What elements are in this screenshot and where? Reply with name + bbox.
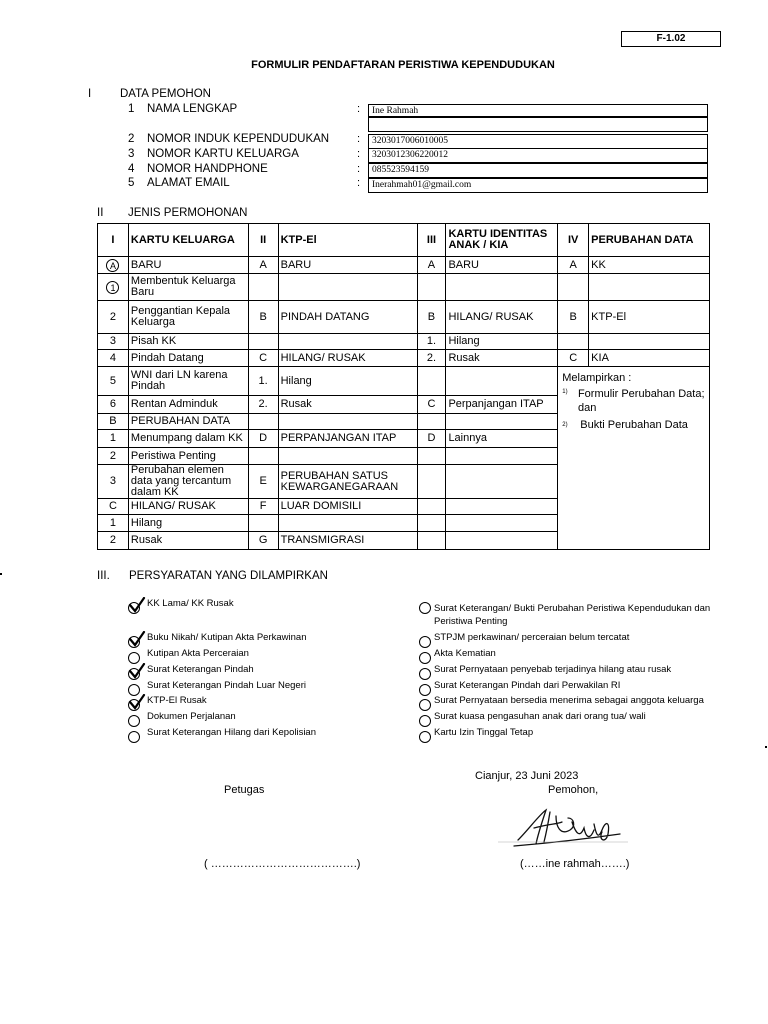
requirement-label: Surat Keterangan Hilang dari Kepolisian	[147, 727, 316, 738]
page-mark	[0, 573, 2, 575]
section3-number: III.	[97, 570, 110, 582]
table-row	[98, 367, 710, 396]
field1-colon: :	[357, 103, 361, 115]
field3-no: 3	[128, 148, 135, 160]
perubahan-option-no[interactable]: B	[558, 301, 589, 334]
kk-option-no[interactable]: 1	[98, 515, 129, 532]
kia-option-label: Rusak	[446, 350, 558, 367]
field4-colon: :	[357, 163, 361, 175]
phone-field[interactable]: 085523594159	[368, 163, 708, 178]
section3-heading: PERSYARATAN YANG DILAMPIRKAN	[129, 570, 328, 582]
kk-option-no[interactable]: 6	[98, 396, 129, 414]
section2-heading: JENIS PERMOHONAN	[128, 207, 248, 219]
kk-option-label: Penggantian Kepala Keluarga	[128, 301, 248, 334]
perubahan-option-no[interactable]: C	[558, 350, 589, 367]
checkmark-icon	[128, 694, 146, 710]
ktp-option-no[interactable]: G	[248, 532, 278, 550]
kk-option-label: Pindah Datang	[128, 350, 248, 367]
requirement-checkbox[interactable]	[419, 731, 431, 743]
checkmark-icon	[128, 597, 146, 613]
header-ktp: KTP-El	[278, 224, 417, 257]
kia-option-label: BARU	[446, 257, 558, 274]
field2-no: 2	[128, 133, 135, 145]
ktp-option-label: LUAR DOMISILI	[278, 499, 417, 515]
kk-option-no[interactable]: 1	[98, 430, 129, 448]
header-kia: KARTU IDENTITAS ANAK / KIA	[446, 224, 558, 257]
ktp-option-no[interactable]: F	[248, 499, 278, 515]
kk-option-no[interactable]: 5	[98, 367, 129, 396]
kia-option-no[interactable]: 1.	[417, 334, 446, 350]
ktp-option-label: PERUBAHAN SATUS KEWARGANEGARAAN	[278, 465, 417, 499]
kk-option-label: Rentan Adminduk	[128, 396, 248, 414]
requirement-label: Akta Kematian	[434, 648, 496, 659]
kk-option-label: Membentuk Keluarga Baru	[128, 274, 248, 301]
field5-label: ALAMAT EMAIL	[147, 177, 230, 189]
kia-option-no[interactable]: 2.	[417, 350, 446, 367]
applicant-signature	[498, 800, 638, 858]
kia-option-label: Perpanjangan ITAP	[446, 396, 558, 414]
header-kk-no: I	[98, 224, 129, 257]
perubahan-option-label: KK	[589, 257, 710, 274]
field2-label: NOMOR INDUK KEPENDUDUKAN	[147, 133, 330, 145]
requirement-label-continued: Peristiwa Penting	[434, 616, 508, 627]
selected-circle-icon: A	[106, 259, 119, 272]
requirement-label: Surat Keterangan Pindah Luar Negeri	[147, 680, 306, 691]
kk-option-a[interactable]	[98, 257, 129, 274]
perubahan-option-no[interactable]: A	[558, 257, 589, 274]
field4-label: NOMOR HANDPHONE	[147, 163, 268, 175]
requirement-checkbox[interactable]	[419, 652, 431, 664]
kk-option-no[interactable]: 2	[98, 448, 129, 465]
email-field[interactable]: Inerahmah01@gmail.com	[368, 178, 708, 193]
section1-number: I	[88, 88, 92, 100]
header-kk: KARTU KELUARGA	[128, 224, 248, 257]
ktp-option-label: Hilang	[278, 367, 417, 396]
ktp-option-no[interactable]: B	[248, 301, 278, 334]
lampiran-item	[560, 420, 707, 431]
header-perubahan-no: IV	[558, 224, 589, 257]
ktp-option-no[interactable]: 2.	[248, 396, 278, 414]
field5-colon: :	[357, 177, 361, 189]
requirement-label: Surat Keterangan/ Bukti Perubahan Peristiwa Kependudukan dan	[434, 603, 711, 614]
ktp-option-no[interactable]: 1.	[248, 367, 278, 396]
requirement-label: Buku Nikah/ Kutipan Akta Perkawinan	[147, 632, 307, 643]
ktp-option-label: TRANSMIGRASI	[278, 532, 417, 550]
ktp-option-label: BARU	[278, 257, 417, 274]
requirement-label: Kartu Izin Tinggal Tetap	[434, 727, 534, 738]
requirement-label: KK Lama/ KK Rusak	[147, 598, 234, 609]
field1-label: NAMA LENGKAP	[147, 103, 238, 115]
kia-option-no[interactable]: C	[417, 396, 446, 414]
requirement-label: KTP-El Rusak	[147, 695, 207, 706]
header-kia-no: III	[417, 224, 446, 257]
kk-number-field[interactable]: 3203012306220012	[368, 148, 708, 163]
name-field[interactable]: Ine Rahmah	[368, 104, 708, 117]
section1-heading: DATA PEMOHON	[120, 88, 211, 100]
table-header-row	[98, 224, 710, 257]
perubahan-option-label: KIA	[589, 350, 710, 367]
requirement-label: STPJM perkawinan/ perceraian belum tercatat	[434, 632, 630, 643]
ktp-option-no[interactable]: E	[248, 465, 278, 499]
lampiran-box	[558, 367, 710, 550]
kia-option-label: Lainnya	[446, 430, 558, 448]
lampiran-mark: 1)	[562, 389, 568, 395]
ktp-option-label: Rusak	[278, 396, 417, 414]
requirement-checkbox[interactable]	[419, 699, 431, 711]
nik-field[interactable]: 3203017006010005	[368, 134, 708, 149]
kk-option-label: PERUBAHAN DATA	[128, 414, 248, 430]
ktp-option-no[interactable]: C	[248, 350, 278, 367]
field3-label: NOMOR KARTU KELUARGA	[147, 148, 299, 160]
kk-option-label: WNI dari LN karena Pindah	[128, 367, 248, 396]
kk-option-1[interactable]	[98, 274, 129, 301]
kk-option-label: Rusak	[128, 532, 248, 550]
field4-no: 4	[128, 163, 135, 175]
field3-colon: :	[357, 148, 361, 160]
requirement-label: Surat Keterangan Pindah	[147, 664, 254, 675]
kk-option-label: Perubahan elemen data yang tercantum dalam KK	[128, 465, 248, 499]
header-ktp-no: II	[248, 224, 278, 257]
requirement-checkbox[interactable]	[419, 668, 431, 680]
requirement-label: Surat Pernyataan penyebab terjadinya hilang atau rusak	[434, 664, 672, 675]
requirement-checkbox[interactable]	[419, 602, 431, 614]
table-row	[98, 274, 710, 301]
page-title: FORMULIR PENDAFTARAN PERISTIWA KEPENDUDUKAN	[251, 59, 555, 71]
request-type-table	[97, 223, 710, 550]
kk-option-no[interactable]: 2	[98, 532, 129, 550]
table-row	[98, 334, 710, 350]
field1-no: 1	[128, 103, 135, 115]
lampiran-mark: 2)	[562, 422, 568, 428]
ktp-option-label: PINDAH DATANG	[278, 301, 417, 334]
requirement-label: Kutipan Akta Perceraian	[147, 648, 249, 659]
selected-circle-icon: 1	[106, 281, 119, 294]
kk-option-no[interactable]: 3	[98, 465, 129, 499]
kia-option-no[interactable]: D	[417, 430, 446, 448]
name-field-line2[interactable]	[368, 117, 708, 132]
lampiran-heading: Melampirkan :	[562, 372, 632, 384]
form-code: F-1.02	[621, 31, 721, 47]
requirement-label: Surat kuasa pengasuhan anak dari orang tua/ wali	[434, 711, 646, 722]
checkmark-icon	[128, 663, 146, 679]
header-perubahan: PERUBAHAN DATA	[589, 224, 710, 257]
section2-number: II	[97, 207, 104, 219]
field2-colon: :	[357, 133, 361, 145]
requirement-checkbox[interactable]	[419, 715, 431, 727]
table-row	[98, 350, 710, 367]
kk-option-no[interactable]: C	[98, 499, 129, 515]
ktp-option-no[interactable]: D	[248, 430, 278, 448]
lampiran-text: Formulir Perubahan Data; dan	[577, 388, 705, 414]
field5-no: 5	[128, 177, 135, 189]
kk-option-label: HILANG/ RUSAK	[128, 499, 248, 515]
kia-option-label: Hilang	[446, 334, 558, 350]
requirement-label: Surat Keterangan Pindah dari Perwakilan RI	[434, 680, 621, 691]
kk-option-label: BARU	[128, 257, 248, 274]
kk-option-label: Hilang	[128, 515, 248, 532]
kk-option-label: Menumpang dalam KK	[128, 430, 248, 448]
lampiran-text: Bukti Perubahan Data	[580, 419, 688, 431]
applicant-label: Pemohon,	[548, 784, 599, 796]
kk-option-no[interactable]: B	[98, 414, 129, 430]
kk-option-no[interactable]: 2	[98, 301, 129, 334]
kia-option-no[interactable]: A	[417, 257, 446, 274]
kia-option-no[interactable]: B	[417, 301, 446, 334]
lampiran-item	[560, 387, 707, 415]
kia-option-label: HILANG/ RUSAK	[446, 301, 558, 334]
checkmark-icon	[128, 631, 146, 647]
kk-option-no[interactable]: 3	[98, 334, 129, 350]
requirement-checkbox[interactable]	[128, 715, 140, 727]
officer-name-line: ( ………………………………….)	[204, 858, 361, 870]
requirement-checkbox[interactable]	[419, 636, 431, 648]
requirement-checkbox[interactable]	[419, 684, 431, 696]
kk-option-no[interactable]: 4	[98, 350, 129, 367]
kk-option-label: Peristiwa Penting	[128, 448, 248, 465]
applicant-name: (……ine rahmah…….)	[520, 858, 630, 870]
requirement-label: Dokumen Perjalanan	[147, 711, 236, 722]
kk-option-label: Pisah KK	[128, 334, 248, 350]
ktp-option-label: PERPANJANGAN ITAP	[278, 430, 417, 448]
ktp-option-label: HILANG/ RUSAK	[278, 350, 417, 367]
page-mark	[765, 746, 767, 748]
place-date: Cianjur, 23 Juni 2023	[475, 770, 579, 782]
requirement-checkbox[interactable]	[128, 731, 140, 743]
table-row	[98, 257, 710, 274]
officer-label: Petugas	[224, 784, 265, 796]
ktp-option-no[interactable]: A	[248, 257, 278, 274]
table-row	[98, 301, 710, 334]
perubahan-option-label: KTP-El	[589, 301, 710, 334]
requirement-label: Surat Pernyataan bersedia menerima sebagai anggota keluarga	[434, 695, 704, 706]
